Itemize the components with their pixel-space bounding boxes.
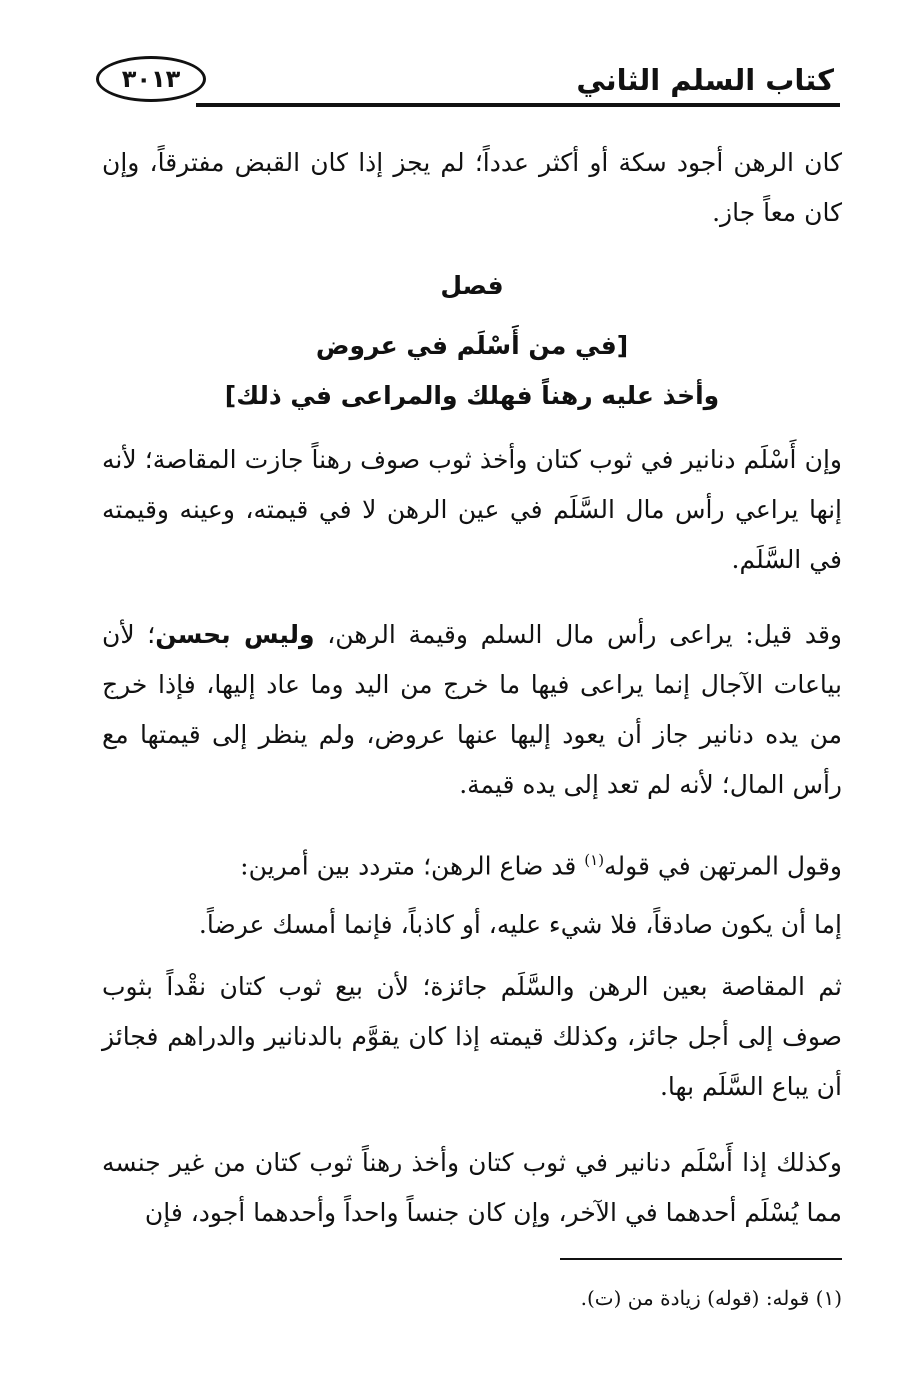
section-subtitle-line-1: [في من أَسْلَم في عروض xyxy=(315,331,629,360)
paragraph-murtahin-a: وقول المرتهن في قوله xyxy=(604,851,842,881)
footnote-1: (١) قوله: (قوله) زيادة من (ت). xyxy=(580,1286,842,1310)
section-subtitle-line-2: وأخذ عليه رهناً فهلك والمراعى في ذلك] xyxy=(224,381,720,410)
running-title: كتاب السلم الثاني xyxy=(576,63,834,97)
paragraph-muqassa: ثم المقاصة بعين الرهن والسَّلَم جائزة؛ لأن بيع ثوب كتان نقْداً بثوب صوف إلى أجل جائز، وكذلك قيمته إذا كان يقوَّم بالدنانير والدراهم فجائز أن يباع السَّلَم بها. xyxy=(102,972,842,1101)
paragraph-murtahin-b: قد ضاع الرهن؛ متردد بين أمرين: xyxy=(240,851,585,881)
footnote-separator xyxy=(560,1258,842,1260)
page-header xyxy=(96,54,840,114)
paragraph-imma: إما أن يكون صادقاً، فلا شيء عليه، أو كاذباً، فإنما أمسك عرضاً. xyxy=(198,910,842,939)
paragraph-salam-dinars xyxy=(102,435,842,585)
paragraph-qad-qila-bold: وليس بحسن xyxy=(155,620,315,649)
page-number-oval xyxy=(96,56,206,102)
paragraph-kadhalik: وكذلك إذا أَسْلَم دنانير في ثوب كتان وأخذ رهناً ثوب كتان من غير جنسه مما يُسْلَم أحدهما في الآخر، وإن كان جنساً واحداً وأحدهما أجود، فإن xyxy=(102,1148,842,1227)
paragraph-murtahin xyxy=(102,840,842,886)
page-number: ٣٠١٣ xyxy=(121,65,181,93)
paragraph-qad-qila-a: وقد قيل: يراعى رأس مال السلم وقيمة الرهن، xyxy=(327,620,842,649)
paragraph-qad-qila xyxy=(102,610,842,810)
section-title: فصل xyxy=(440,271,504,300)
paragraph-continued: كان الرهن أجود سكة أو أكثر عدداً؛ لم يجز إذا كان القبض مفترقاً، وإن كان معاً جاز. xyxy=(102,148,842,227)
footnote-ref-1: (١) xyxy=(584,851,605,869)
paragraph-salam-dinars-b: لأنه إنها يراعي رأس مال السَّلَم في عين الرهن لا في قيمته، وعينه وقيمته في السَّلَم. xyxy=(102,445,842,574)
paragraph-salam-dinars-a: وإن أَسْلَم دنانير في ثوب كتان وأخذ ثوب صوف رهناً جازت المقاصة؛ xyxy=(144,445,842,474)
header-rule xyxy=(196,103,840,107)
paragraph-qad-qila-b: ؛ لأن بياعات الآجال إنما يراعى فيها ما خرج من اليد وما عاد إليها، فإذا خرج من يده دنانير جاز أن يعود إليها عنها عروض، ولم ينظر إلى قيمتها مع رأس المال؛ لأنه لم تعد إلى يده قيمة. xyxy=(102,620,842,799)
